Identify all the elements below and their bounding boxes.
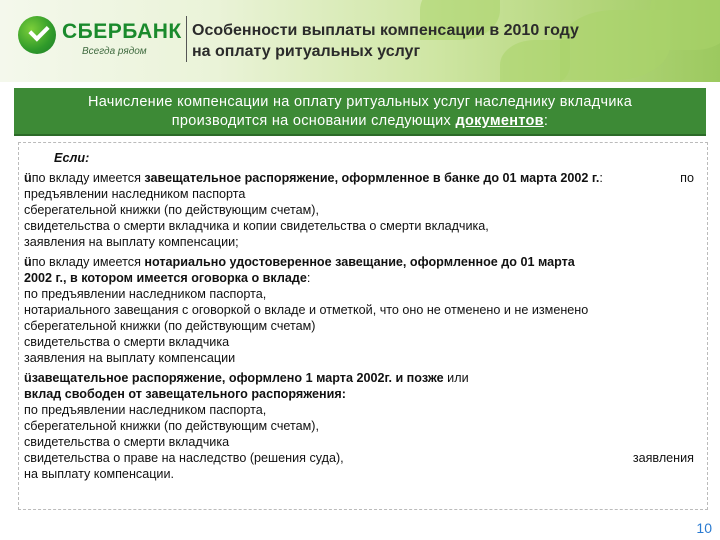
list-item: нотариального завещания с оговоркой о вкладе и отметкой, что оно не отменено и не изменено xyxy=(24,303,589,317)
leaf-decoration xyxy=(650,0,720,50)
list-item: свидетельства о смерти вкладчика и копии свидетельства о смерти вкладчика, xyxy=(24,219,489,233)
page-number: 10 xyxy=(696,520,712,536)
item-1-colon: : xyxy=(599,171,603,185)
banner-line-1: Начисление компенсации на оплату ритуальных услуг наследнику вкладчика xyxy=(87,94,633,110)
list-item: на выплату компенсации. xyxy=(24,467,174,481)
slide-header xyxy=(0,0,720,82)
banner-colon: : xyxy=(543,113,549,129)
list-item: сберегательной книжки (по действующим счетам) xyxy=(24,319,316,333)
item-3-text: или xyxy=(443,371,469,385)
item-3-heading xyxy=(24,370,704,386)
item-2-colon: : xyxy=(306,271,311,285)
item-3-bold: завещательное распоряжение, оформлено 1 марта 2002г. и позже xyxy=(31,371,444,385)
item-1-tail: по xyxy=(680,171,694,185)
document-body xyxy=(24,150,704,482)
header-divider xyxy=(186,16,187,62)
item-2-heading-cont xyxy=(24,270,704,286)
item-3-bold-2: вклад свободен от завещательного распоряжения: xyxy=(24,387,346,401)
list-item: свидетельства о смерти вкладчика xyxy=(24,435,230,449)
list-item: по предъявлении наследником паспорта, xyxy=(24,287,267,301)
banner-documents-link: документов xyxy=(455,113,544,129)
banner-text: производится на основании следующих xyxy=(171,113,456,129)
banner-line-2 xyxy=(14,113,706,129)
item-2-text: по вкладу имеется xyxy=(31,255,145,269)
sberbank-logo xyxy=(18,14,188,64)
checkmark-icon: ü xyxy=(24,255,32,269)
item-2-bold-2: 2002 г., в котором имеется оговорка о вкладе xyxy=(24,271,307,285)
list-item: свидетельства о смерти вкладчика xyxy=(24,335,230,349)
list-item: по предъявлении наследником паспорта, xyxy=(24,403,267,417)
title-line-2: на оплату ритуальных услуг xyxy=(192,43,421,60)
item-1-text: по вкладу имеется xyxy=(31,171,145,185)
page-title xyxy=(192,20,579,62)
list-item: заявления на выплату компенсации; xyxy=(24,235,239,249)
title-line-1: Особенности выплаты компенсации в 2010 году xyxy=(192,22,579,39)
logo-slogan: Всегда рядом xyxy=(82,46,147,57)
item-1-heading xyxy=(24,170,704,186)
item-3-heading-cont xyxy=(24,386,704,402)
list-item: сберегательной книжки (по действующим счетам), xyxy=(24,203,319,217)
list-item: заявления на выплату компенсации xyxy=(24,351,236,365)
item-2-heading xyxy=(24,254,704,270)
if-label: Если: xyxy=(54,151,90,165)
inheritance-line: свидетельства о праве на наследство (решения суда), xyxy=(24,451,344,465)
item-1-bold: завещательное распоряжение, оформленное в банке до 01 марта 2002 г. xyxy=(144,171,600,185)
logo-name: СБЕРБАНК xyxy=(62,20,182,43)
section-banner xyxy=(14,88,706,136)
list-item: сберегательной книжки (по действующим счетам), xyxy=(24,419,319,433)
inheritance-tail: заявления xyxy=(632,451,694,465)
list-item: предъявлении наследником паспорта xyxy=(24,187,246,201)
item-2-bold: нотариально удостоверенное завещание, оформленное до 01 марта xyxy=(144,255,575,269)
checkmark-icon: ü xyxy=(24,171,32,185)
sberbank-logo-icon xyxy=(18,16,56,54)
checkmark-icon: ü xyxy=(24,371,32,385)
list-item xyxy=(24,450,704,466)
